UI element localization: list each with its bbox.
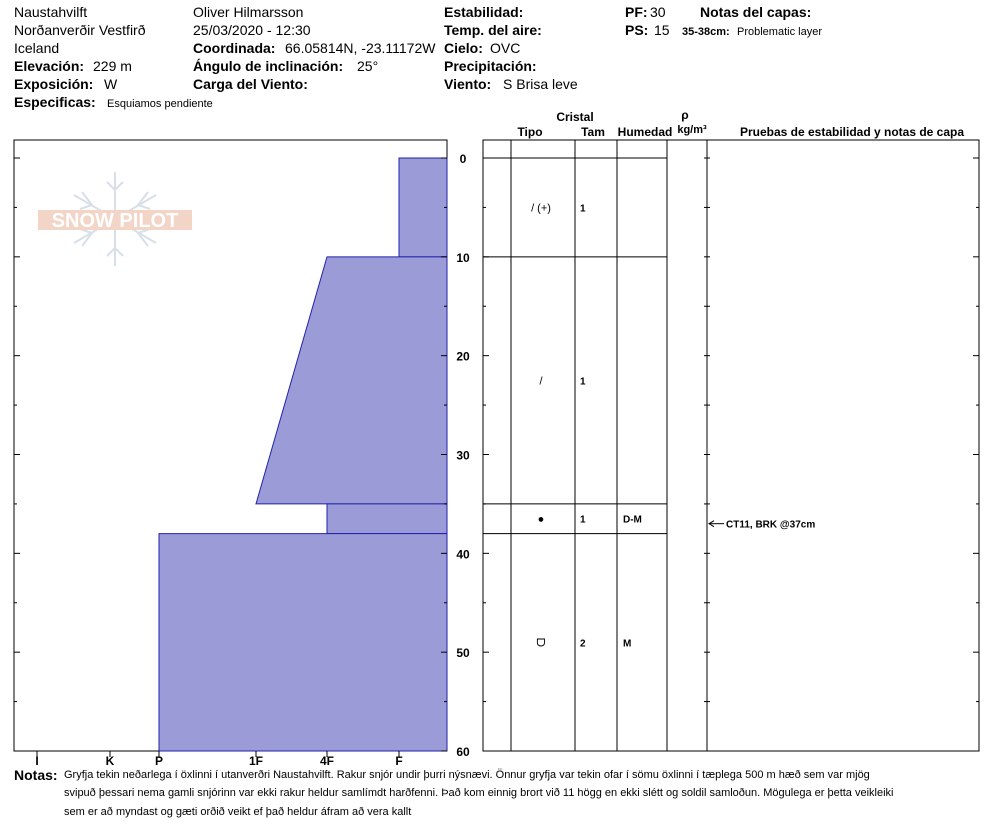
elevation-value: 229 m [93, 58, 132, 74]
layer-note-range: 35-38cm: [682, 26, 730, 38]
layer-table-frame [483, 140, 979, 751]
layer-table-rows [483, 158, 815, 649]
snowpilot-logo [38, 172, 192, 266]
incline-value: 25° [357, 58, 379, 74]
hardness-layer-4 [159, 534, 447, 751]
datetime: 25/03/2020 - 12:30 [193, 22, 311, 38]
layer-crystal-4: ᗜ [536, 637, 546, 650]
coord-label: Coordinada: [193, 40, 276, 56]
hardness-tick-label: K [105, 754, 115, 768]
notes-line-3: sem er að myndast og gæti orðið veikt ef það heldur áfram að vera kallt [64, 806, 412, 818]
notes-line-1: Gryfja tekin neðarlega í öxlinni í utanverðri Naustahvilft. Rakur snjór undir þurri nýsnævi. Önnur gryfja var tekin ofar í sömu öxlinni í tæplega 500 m hæð sem var mjög [64, 769, 870, 781]
layer-moisture-3: D-M [623, 514, 642, 526]
region: Norðanverðir Vestfirð [14, 22, 146, 38]
ps-value: 15 [654, 22, 670, 38]
hardness-tick-label: F [395, 754, 403, 768]
layer-notes-label: Notas del capas: [700, 4, 812, 20]
depth-tick-label: 20 [456, 349, 470, 364]
header-crystal: Cristal [556, 110, 594, 124]
country: Iceland [14, 40, 60, 56]
aspect-value: W [104, 76, 118, 92]
wind-value: S Brisa leve [503, 76, 578, 92]
header-tests: Pruebas de estabilidad y notas de capa [739, 125, 965, 139]
specifics-value: Esquiamos pendiente [107, 98, 213, 110]
depth-tick-label: 40 [456, 547, 470, 562]
layer-size-3: 1 [580, 514, 586, 526]
depth-tick-label: 30 [456, 448, 470, 463]
wind-load-label: Carga del Viento: [193, 76, 308, 92]
hardness-tick-label: I [35, 754, 39, 768]
hardness-profile [159, 158, 447, 751]
depth-tick-label: 0 [459, 152, 467, 166]
header-density-unit: kg/m³ [677, 124, 707, 136]
hardness-layer-2 [256, 257, 447, 504]
hardness-layer-1 [399, 158, 447, 257]
ps-label: PS: [625, 22, 649, 38]
hardness-tick-label: 4F [319, 754, 335, 768]
incline-label: Ángulo de inclinación: [193, 58, 344, 74]
layer-moisture-4: M [623, 638, 632, 650]
table-depth-ticks [483, 158, 979, 751]
layer-size-1: 1 [580, 203, 586, 215]
observer: Oliver Hilmarsson [193, 4, 304, 20]
wind-label: Viento: [444, 76, 492, 92]
layer-crystal-1: / (+) [531, 202, 551, 215]
pf-label: PF: [625, 4, 648, 20]
layer-size-4: 2 [580, 638, 586, 650]
elevation-label: Elevación: [14, 58, 85, 74]
sky-value: OVC [490, 40, 521, 56]
layer-size-2: 1 [580, 376, 586, 388]
hardness-layer-3 [327, 504, 447, 534]
depth-tick-label: 60 [456, 745, 470, 759]
depth-tick-label: 50 [456, 646, 470, 661]
layer-crystal-3: ● [537, 513, 545, 526]
specifics-label: Especificas: [14, 94, 96, 110]
layer-crystal-2: / [539, 375, 543, 388]
layer-note-text: Problematic layer [737, 26, 822, 38]
notes-line-2: svipuð þessari nema gamli snjórinn var ekki rakur heldur samlímdt harðfenni. Það kom einnig brort við 11 högg en ekki slétt og soldil samloðun. Mögulega er þetta veikleiki [64, 787, 894, 799]
precip-label: Precipitación: [444, 58, 537, 74]
header-type: Tipo [517, 125, 543, 139]
depth-tick-label: 10 [456, 250, 470, 265]
header-rho: ρ [681, 108, 689, 122]
hardness-axis [35, 751, 402, 768]
test-result-1: CT11, BRK @37cm [726, 519, 816, 531]
sky-label: Cielo: [444, 40, 483, 56]
hardness-tick-label: 1F [248, 754, 264, 768]
location: Naustahvilft [14, 4, 88, 20]
pf-value: 30 [650, 4, 666, 20]
header-size: Tam [581, 125, 605, 139]
air-temp-label: Temp. del aire: [444, 22, 542, 38]
notes-label: Notas: [14, 767, 58, 783]
hardness-tick-label: P [154, 754, 164, 768]
logo-text: SNOW PILOT [51, 210, 179, 232]
aspect-label: Exposición: [14, 76, 94, 92]
stability-label: Estabilidad: [444, 4, 524, 20]
header-moisture: Humedad [617, 125, 673, 139]
coord-value: 66.05814N, -23.11172W [285, 40, 436, 56]
